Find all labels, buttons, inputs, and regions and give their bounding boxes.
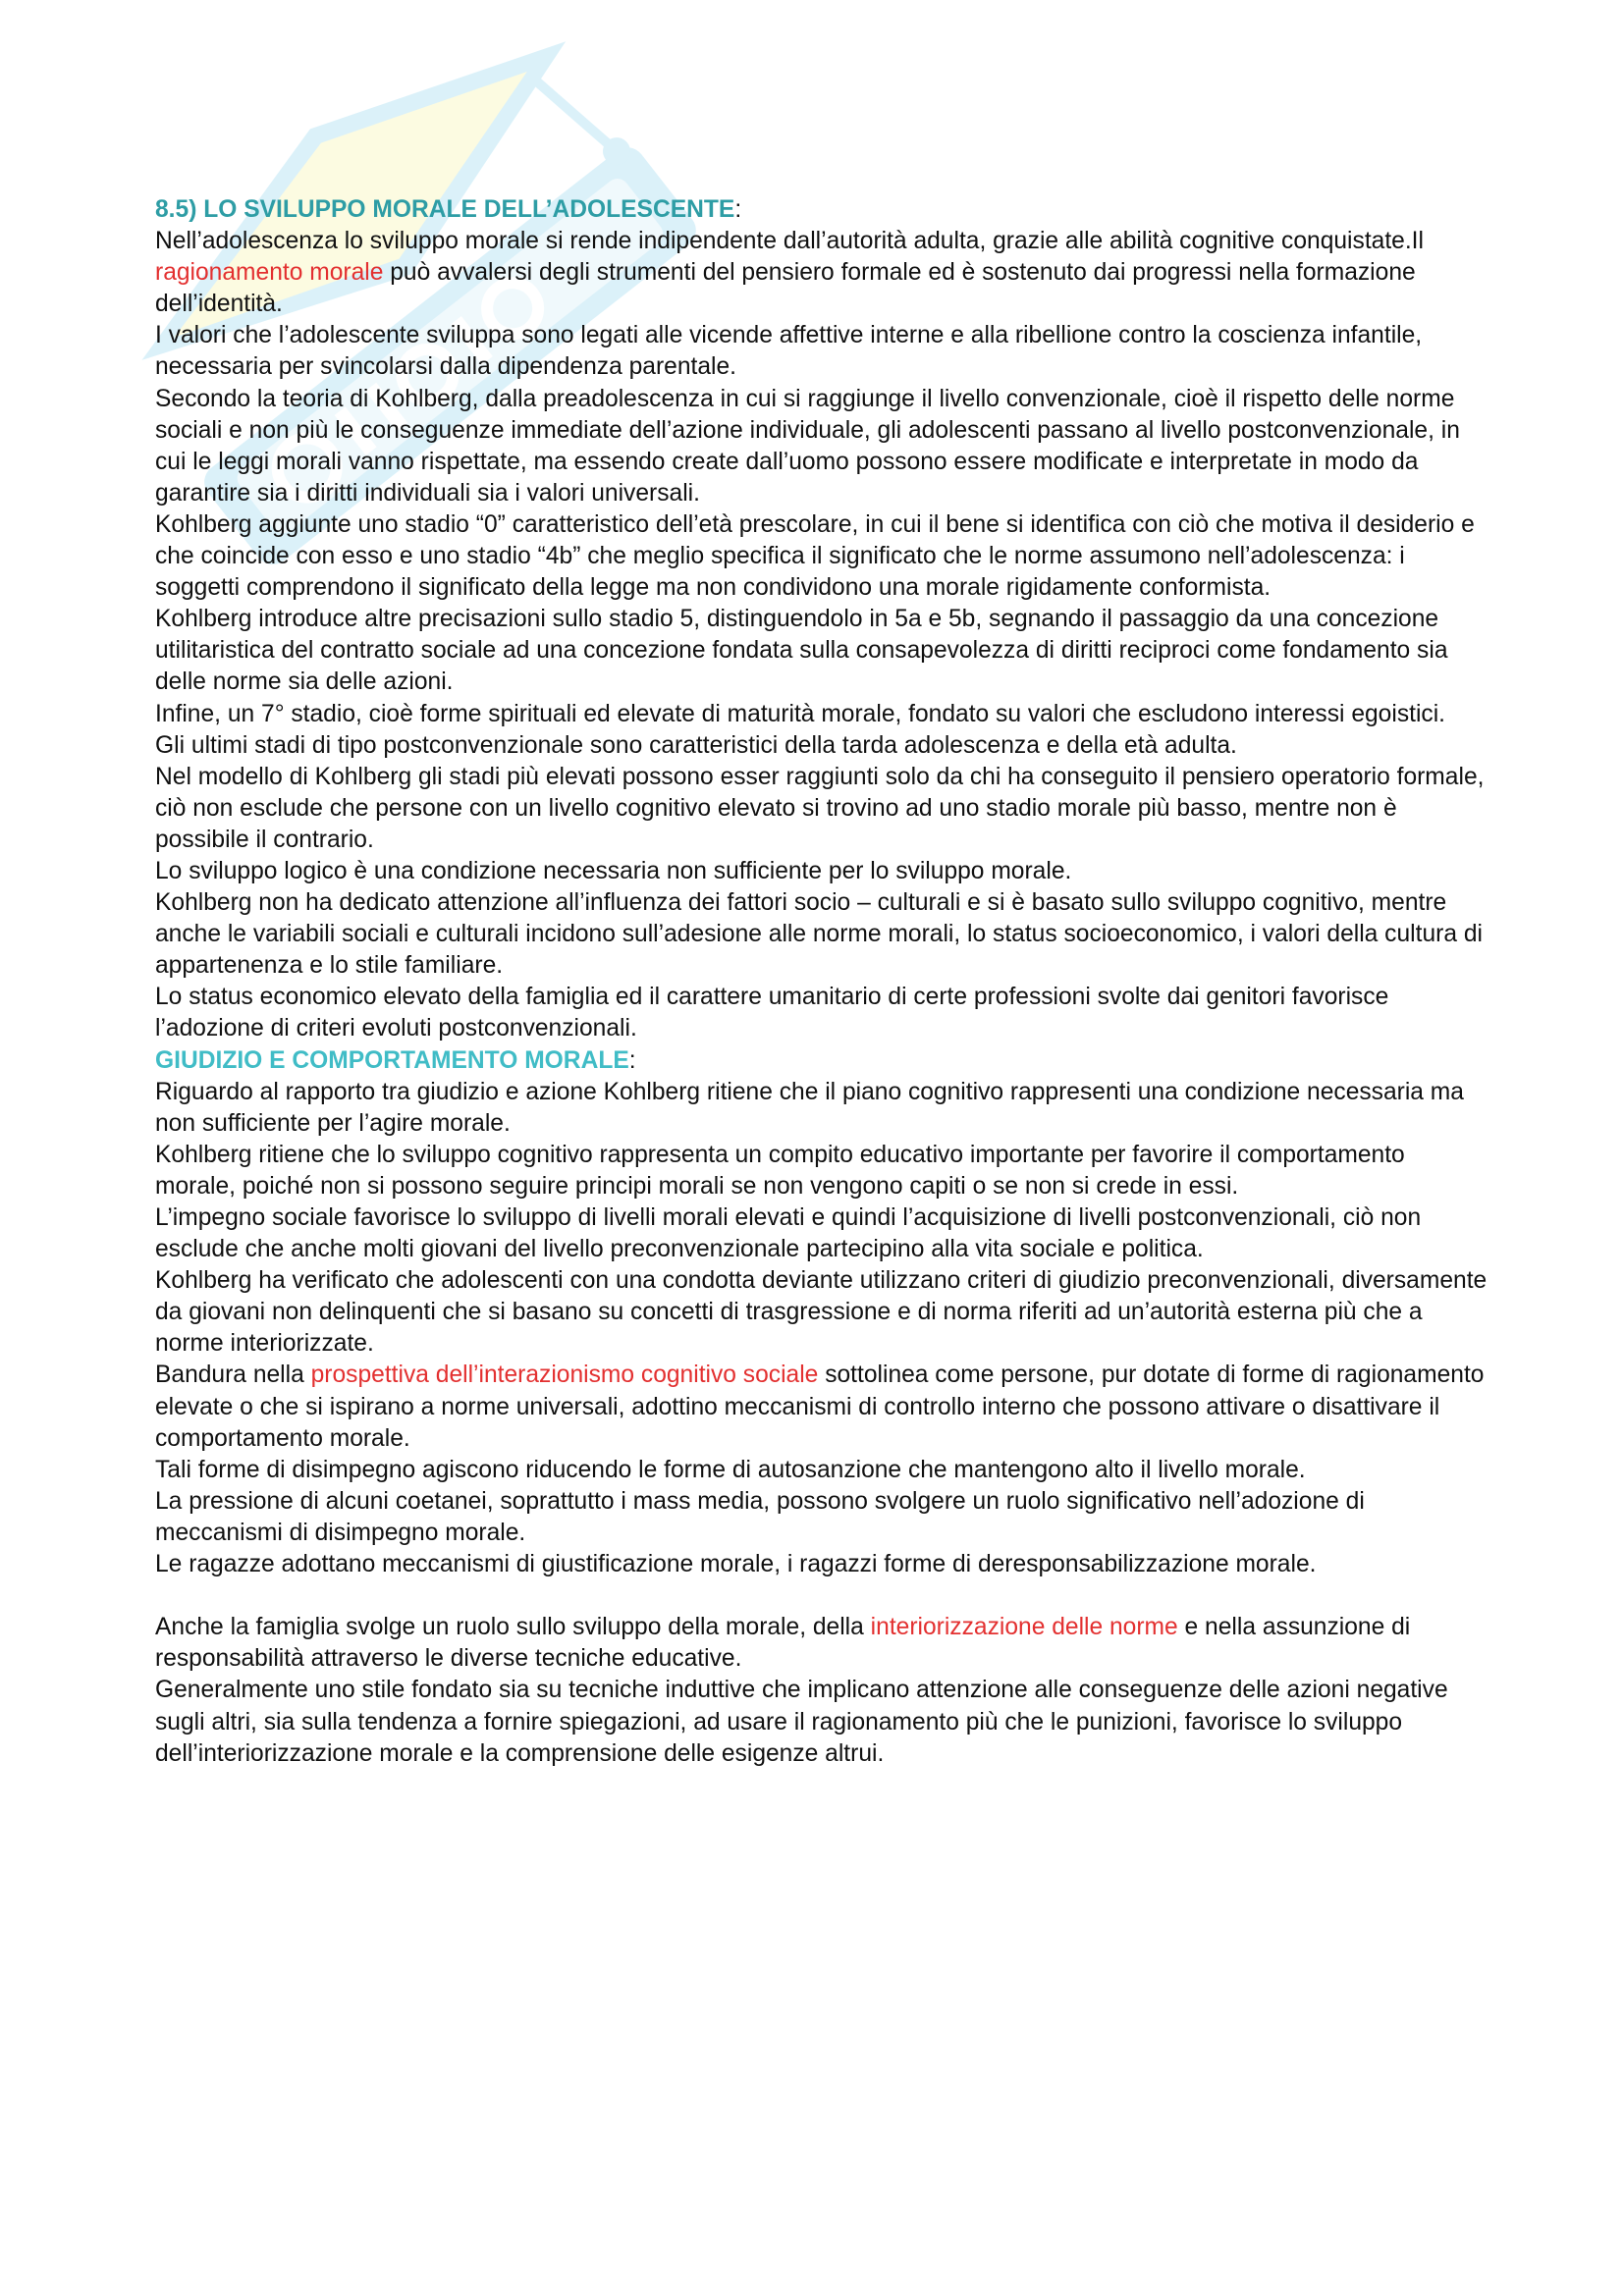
paragraph: L’impegno sociale favorisce lo sviluppo di livelli morali elevati e quindi l’acquisizione di livelli postconvenzionali, ciò non esclude che anche molti giovani del livello preconvenzionale partecipino alla vita sociale e politica. bbox=[155, 1204, 1422, 1263]
paragraph: Kohlberg ha verificato che adolescenti con una condotta deviante utilizzano criteri di giudizio preconvenzionali, diversamente da giovani non delinquenti che si basano su concetti di trasgressione e di norma riferiti ad un’autorità esterna più che a norme interiorizzate. bbox=[155, 1267, 1488, 1358]
paragraph: Anche la famiglia svolge un ruolo sullo sviluppo della morale, della interiorizzazione delle norme e nella assunzione di responsabilità attraverso le diverse tecniche educative. bbox=[155, 1614, 1411, 1673]
paragraph: Lo status economico elevato della famiglia ed il carattere umanitario di certe professioni svolte dai genitori favorisce l’adozione di criteri evoluti postconvenzionali. bbox=[155, 984, 1389, 1042]
paragraph: Generalmente uno stile fondato sia su tecniche induttive che implicano attenzione alle conseguenze delle azioni negative sugli altri, sia sulla tendenza a fornire spiegazioni, ad usare il ragionamento più che le punizioni, favorisce lo sviluppo dell’interiorizzazione morale e la comprensione delle esigenze altrui. bbox=[155, 1677, 1448, 1767]
paragraph: Gli ultimi stadi di tipo postconvenzionale sono caratteristici della tarda adolescenza e della età adulta. bbox=[155, 731, 1237, 759]
section-heading: GIUDIZIO E COMPORTAMENTO MORALE: bbox=[155, 1046, 636, 1074]
paragraph: Tali forme di disimpegno agiscono riducendo le forme di autosanzione che mantengono alto il livello morale. bbox=[155, 1456, 1306, 1483]
paragraph: Kohlberg non ha dedicato attenzione all’influenza dei fattori socio – culturali e si è basato sullo sviluppo cognitivo, mentre anche le variabili sociali e culturali incidono sull’adesione alle norme morali, lo status socioeconomico, i valori della cultura di appartenenza e lo stile familiare. bbox=[155, 889, 1483, 980]
paragraph: Infine, un 7° stadio, cioè forme spirituali ed elevate di maturità morale, fondato su valori che escludono interessi egoistici. bbox=[155, 700, 1446, 727]
paragraph: Nell’adolescenza lo sviluppo morale si rende indipendente dall’autorità adulta, grazie alle abilità cognitive conquistate.Il ragionamento morale può avvalersi degli strumenti del pensiero formale ed è sostenuto dai progressi nella formazione dell’identità. bbox=[155, 228, 1424, 318]
paragraph: Le ragazze adottano meccanismi di giustificazione morale, i ragazzi forme di deresponsabilizzazione morale. bbox=[155, 1551, 1317, 1578]
paragraph: Kohlberg ritiene che lo sviluppo cognitivo rappresenta un compito educativo importante per favorire il comportamento morale, poiché non si possono seguire principi morali se non vengono capiti o se non si crede in essi. bbox=[155, 1141, 1405, 1200]
paragraph: Riguardo al rapporto tra giudizio e azione Kohlberg ritiene che il piano cognitivo rappresenti una condizione necessaria ma non sufficiente per l’agire morale. bbox=[155, 1078, 1464, 1137]
highlighted-term: prospettiva dell’interazionismo cognitivo sociale bbox=[310, 1362, 819, 1389]
highlighted-term: interiorizzazione delle norme bbox=[870, 1614, 1178, 1641]
section-heading: 8.5) LO SVILUPPO MORALE DELL’ADOLESCENTE: bbox=[155, 196, 742, 223]
paragraph: Lo sviluppo logico è una condizione necessaria non sufficiente per lo sviluppo morale. bbox=[155, 857, 1072, 884]
section-title: GIUDIZIO E COMPORTAMENTO MORALE bbox=[155, 1046, 629, 1074]
paragraph: Kohlberg aggiunte uno stadio “0” caratteristico dell’età prescolare, in cui il bene si identifica con ciò che motiva il desiderio e che coincide con esso e uno stadio “4b” che meglio specifica il significato che le norme assumono nell’adolescenza: i soggetti comprendono il significato della legge ma non condividono una morale rigidamente conformista. bbox=[155, 510, 1475, 602]
section-title: 8.5) LO SVILUPPO MORALE DELL’ADOLESCENTE bbox=[155, 196, 735, 223]
paragraph: Kohlberg introduce altre precisazioni sullo stadio 5, distinguendolo in 5a e 5b, segnando il passaggio da una concezione utilitaristica del contratto sociale ad una concezione fondata sulla consapevolezza di diritti reciproci come fondamento sia delle norme sia delle azioni. bbox=[155, 606, 1448, 696]
paragraph: Nel modello di Kohlberg gli stadi più elevati possono esser raggiunti solo da chi ha conseguito il pensiero operatorio formale, ciò non esclude che persone con un livello cognitivo elevato si trovino ad uno stadio morale più basso, mentre non è possibile il contrario. bbox=[155, 763, 1485, 853]
paragraph: Secondo la teoria di Kohlberg, dalla preadolescenza in cui si raggiunge il livello convenzionale, cioè il rispetto delle norme sociali e non più le conseguenze immediate dell’azione individuale, gli adolescenti passano al livello postconvenzionale, in cui le leggi morali vanno rispettate, ma essendo create dall’uomo possono essere modificate e interpretate in modo da garantire sia i diritti individuali sia i valori universali. bbox=[155, 385, 1460, 507]
paragraph: I valori che l’adolescente sviluppa sono legati alle vicende affettive interne e alla ribellione contro la coscienza infantile, necessaria per svincolarsi dalla dipendenza parentale. bbox=[155, 322, 1423, 381]
paragraph: La pressione di alcuni coetanei, soprattutto i mass media, possono svolgere un ruolo significativo nell’adozione di meccanismi di disimpegno morale. bbox=[155, 1487, 1365, 1546]
highlighted-term: ragionamento morale bbox=[155, 259, 384, 287]
paragraph-spacer bbox=[155, 1580, 1490, 1612]
document-body bbox=[155, 194, 1490, 1770]
paragraph: Bandura nella prospettiva dell’interazionismo cognitivo sociale sottolinea come persone, pur dotate di forme di ragionamento elevate o che si ispirano a norme universali, adottino meccanismi di controllo interno che possono attivare o disattivare il comportamento morale. bbox=[155, 1362, 1485, 1452]
